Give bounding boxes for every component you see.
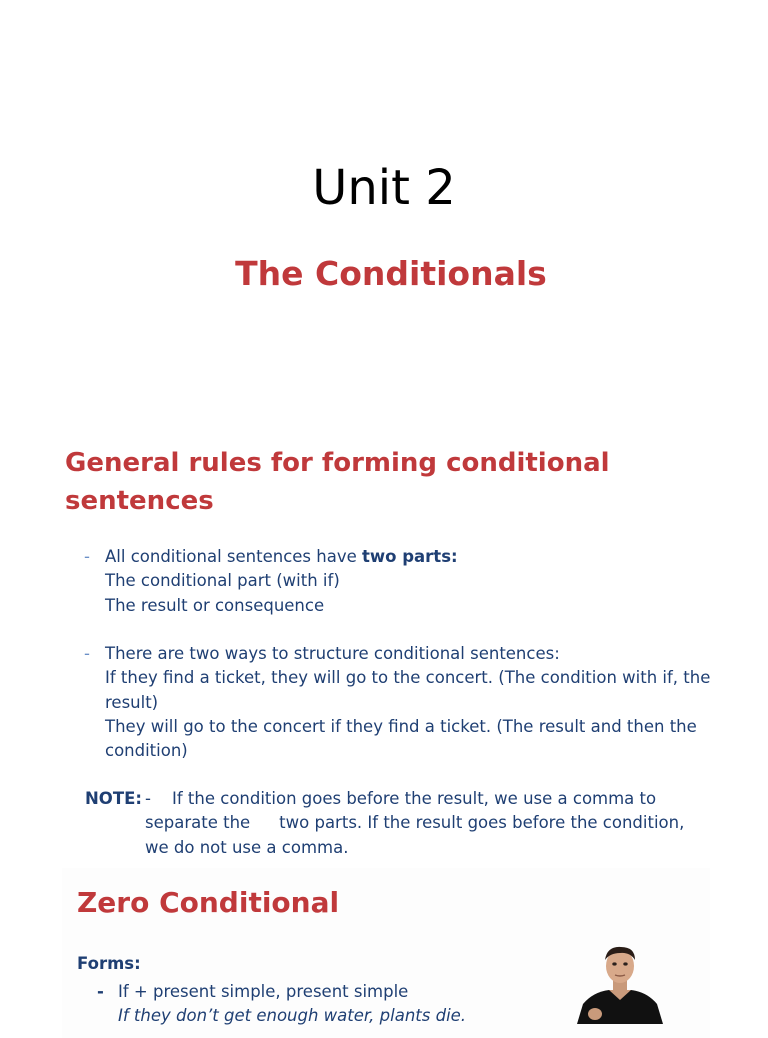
zero-conditional-heading: Zero Conditional [77, 886, 340, 919]
rule-line: The conditional part (with if) [105, 571, 340, 591]
rule-intro-text: All conditional sentences have [105, 547, 363, 566]
note-body [145, 787, 705, 860]
bullet-dash: - [84, 644, 90, 664]
note-line [145, 811, 705, 835]
note-dash: - [145, 789, 151, 808]
document-title: The Conditionals [235, 254, 547, 293]
rule-intro: There are two ways to structure conditional sentences: [105, 644, 560, 664]
form-example: If they don’t get enough water, plants die. [118, 1006, 467, 1026]
form-item [97, 980, 557, 1029]
general-rules-list [84, 545, 724, 764]
note-block [85, 787, 705, 860]
rule-line: If they find a ticket, they will go to the concert. (The condition with if, the result) [105, 668, 711, 712]
list-item [84, 642, 724, 763]
note-label: NOTE: [85, 789, 142, 808]
note-line-part: two parts. If the result goes before the condition, [279, 813, 685, 833]
thinking-man-illustration [575, 944, 665, 1024]
form-structure: If + present simple, present simple [118, 982, 409, 1001]
rule-intro [105, 545, 724, 569]
rule-intro-emphasis: two parts: [362, 547, 458, 566]
rule-line: The result or consequence [105, 595, 325, 615]
rule-line: They will go to the concert if they find a ticket. (The result and then the condition) [105, 717, 697, 761]
forms-label: Forms: [77, 954, 141, 973]
note-line: If the condition goes before the result, we use a comma to [172, 789, 657, 808]
bullet-dash: - [84, 547, 90, 566]
unit-title: Unit 2 [312, 160, 456, 216]
form-dash: - [97, 982, 104, 1001]
note-line-part: separate the [145, 813, 251, 833]
note-line: we do not use a comma. [145, 837, 349, 857]
general-rules-heading: General rules for forming conditional sentences [65, 448, 610, 516]
list-item [84, 545, 724, 618]
form-body [118, 980, 557, 1029]
